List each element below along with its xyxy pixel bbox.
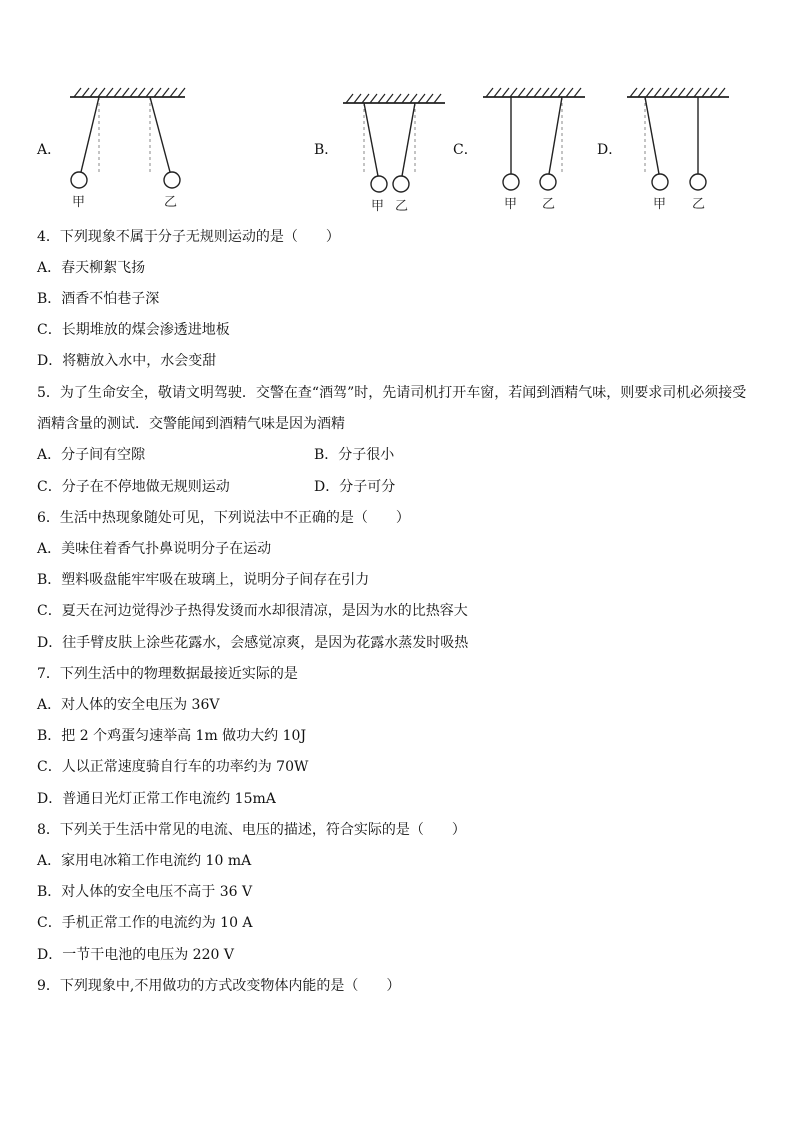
- figure-a-left-label: 甲: [72, 195, 86, 210]
- pendulum-figure-a: [60, 84, 190, 214]
- question-7-option-b: B．把 2 个鸡蛋匀速举高 1m 做功大约 10J: [37, 728, 307, 744]
- question-8-option-a: A．家用电冰箱工作电流约 10 mA: [37, 853, 252, 869]
- pendulum-figure-d: [624, 84, 734, 214]
- question-7-option-c: C．人以正常速度骑自行车的功率约为 70W: [37, 759, 309, 775]
- question-8-option-c: C．手机正常工作的电流约为 10 A: [37, 915, 253, 931]
- figure-option-a-label: A．: [37, 142, 62, 158]
- question-6-option-b: B．塑料吸盘能牢牢吸在玻璃上，说明分子间存在引力: [37, 572, 370, 588]
- question-4-stem: 4．下列现象不属于分子无规则运动的是（ ）: [37, 229, 340, 245]
- question-6-option-a: A．美味住着香气扑鼻说明分子在运动: [37, 541, 272, 557]
- figure-option-b-label: B．: [314, 142, 339, 158]
- question-6-stem: 6．生活中热现象随处可见，下列说法中不正确的是（ ）: [37, 510, 410, 526]
- question-4-option-d: D．将糖放入水中，水会变甜: [37, 353, 217, 369]
- question-5-stem: 5．为了生命安全，敬请文明驾驶．交警在查“酒驾”时，先请司机打开车窗，若闻到酒精气味，则要求司机必须接受: [37, 385, 747, 401]
- question-7-option-a: A．对人体的安全电压为 36V: [37, 697, 220, 713]
- question-6-option-d: D．往手臂皮肤上涂些花露水，会感觉凉爽，是因为花露水蒸发时吸热: [37, 635, 469, 651]
- question-5-option-d: D．分子可分: [314, 479, 396, 495]
- question-5-option-c: C．分子在不停地做无规则运动: [37, 479, 230, 495]
- figure-d-right-label: 乙: [692, 197, 706, 212]
- pendulum-figure-c: [480, 84, 590, 214]
- pendulum-figure-b: [340, 90, 450, 215]
- question-7-option-d: D．普通日光灯正常工作电流约 15mA: [37, 791, 276, 807]
- question-5-option-b: B．分子很小: [314, 447, 395, 463]
- figure-b-right-label: 乙: [395, 199, 409, 214]
- question-8-option-b: B．对人体的安全电压不高于 36 V: [37, 884, 253, 900]
- question-4-option-c: C．长期堆放的煤会渗透进地板: [37, 322, 230, 338]
- question-4-option-a: A．春天柳絮飞扬: [37, 260, 146, 276]
- question-8-option-d: D．一节干电池的电压为 220 V: [37, 947, 234, 963]
- question-5-stem-continued: 酒精含量的测试．交警能闻到酒精气味是因为酒精: [37, 416, 345, 432]
- question-9-stem: 9．下列现象中,不用做功的方式改变物体内能的是（ ）: [37, 978, 401, 994]
- figure-option-d-label: D．: [597, 142, 623, 158]
- figure-b-left-label: 甲: [371, 199, 385, 214]
- question-6-option-c: C．夏天在河边觉得沙子热得发烫而水却很清凉，是因为水的比热容大: [37, 603, 468, 619]
- question-7-stem: 7．下列生活中的物理数据最接近实际的是: [37, 666, 298, 682]
- question-5-option-a: A．分子间有空隙: [37, 447, 146, 463]
- figure-c-right-label: 乙: [542, 197, 556, 212]
- question-8-stem: 8．下列关于生活中常见的电流、电压的描述，符合实际的是（ ）: [37, 822, 466, 838]
- figure-d-left-label: 甲: [653, 197, 667, 212]
- question-4-option-b: B．酒香不怕巷子深: [37, 291, 160, 307]
- figure-a-right-label: 乙: [164, 195, 178, 210]
- figure-c-left-label: 甲: [504, 197, 518, 212]
- figure-option-c-label: C．: [453, 142, 478, 158]
